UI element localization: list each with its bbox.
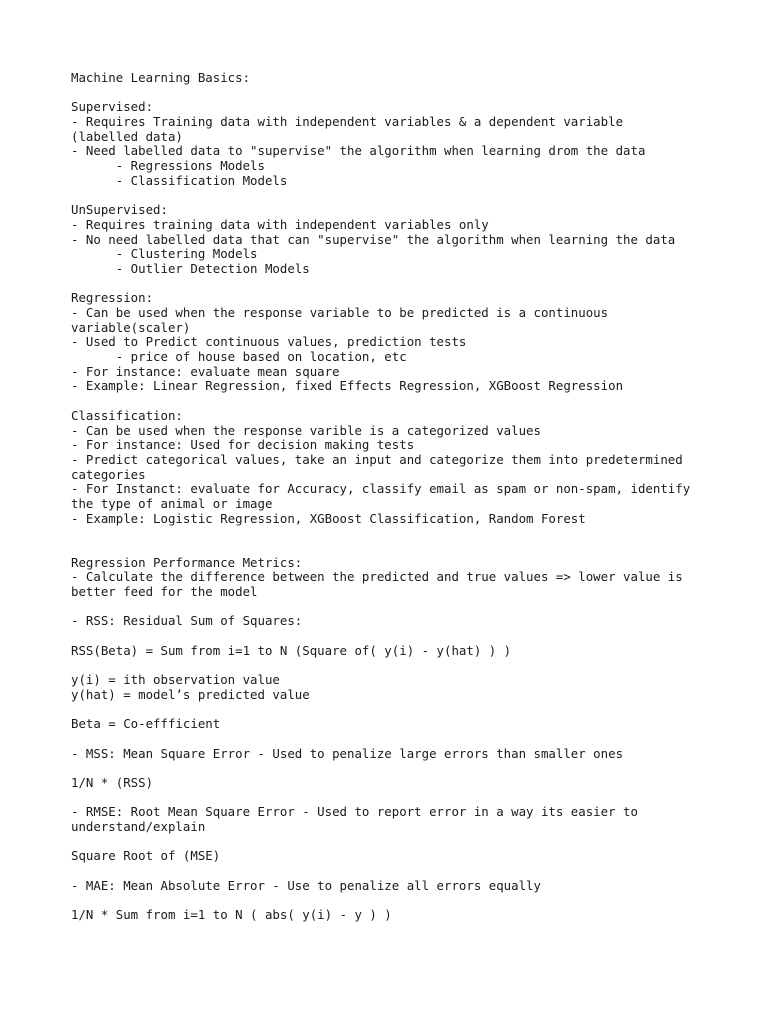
text-line: - Example: Linear Regression, fixed Effects Regression, XGBoost Regression [71,378,624,394]
blank-line [71,732,731,747]
blank-line [71,526,731,541]
text-line: Regression: [71,290,154,306]
text-line: 1/N * Sum from i=1 to N ( abs( y(i) - y ) ) [71,907,392,923]
text-line: - Need labelled data to "supervise" the algorithm when learning drom the data [71,143,646,159]
blank-line [71,703,731,718]
blank-line [71,629,731,644]
text-line: understand/explain [71,819,206,835]
text-line: RSS(Beta) = Sum from i=1 to N (Square of( y(i) - y(hat) ) ) [71,642,512,658]
text-line: - For Instanct: evaluate for Accuracy, classify email as spam or non-spam, identify [71,481,691,497]
text-line: - Can be used when the response varible is a categorized values [71,422,541,438]
text-line: variable(scaler) [71,319,191,335]
text-line: - Example: Logistic Regression, XGBoost Classification, Random Forest [71,510,586,526]
text-line: UnSupervised: [71,202,168,218]
text-line: - RSS: Residual Sum of Squares: [71,613,303,629]
text-line: - Requires training data with independent variables only [71,216,489,232]
text-line: Square Root of (MSE) [71,848,221,864]
blank-line [71,541,731,556]
text-line: - Predict categorical values, take an input and categorize them into predetermined [71,451,683,467]
blank-line [71,277,731,292]
blank-line [71,864,731,879]
text-line: - MSS: Mean Square Error - Used to penalize large errors than smaller ones [71,745,624,761]
blank-line [71,761,731,776]
text-line: Classification: [71,407,183,423]
text-line: Regression Performance Metrics: [71,554,303,570]
text-line: - Used to Predict continuous values, prediction tests [71,334,467,350]
text-line: - No need labelled data that can "supervise" the algorithm when learning the data [71,231,676,247]
text-line: better feed for the model [71,584,258,600]
document-body [71,71,731,923]
text-line: - Clustering Models [71,246,258,262]
blank-line [71,791,731,806]
text-line: - For instance: Used for decision making tests [71,437,415,453]
blank-line [71,189,731,204]
text-line: categories [71,466,146,482]
text-line: - Calculate the difference between the predicted and true values => lower value is [71,569,683,585]
text-line: - Classification Models [71,172,288,188]
text-line: - Outlier Detection Models [71,260,310,276]
text-line: (labelled data) [71,128,183,144]
text-line: y(i) = ith observation value [71,672,280,688]
text-line: - RMSE: Root Mean Square Error - Used to report error in a way its easier to [71,804,638,820]
text-line: y(hat) = model’s predicted value [71,686,310,702]
text-line: Supervised: [71,99,154,115]
text-line: - price of house based on location, etc [71,349,407,365]
text-line: - Requires Training data with independent variables & a dependent variable [71,114,624,130]
blank-line [71,394,731,409]
blank-line [71,894,731,909]
text-line: Beta = Co-effficient [71,716,221,732]
blank-line [71,659,731,674]
text-line: - MAE: Mean Absolute Error - Use to penalize all errors equally [71,877,541,893]
text-line: Machine Learning Basics: [71,70,251,85]
text-line: 1/N * (RSS) [71,775,154,790]
blank-line [71,86,731,101]
text-line: - Regressions Models [71,158,265,174]
text-line: - For instance: evaluate mean square [71,363,340,379]
text-line: the type of animal or image [71,495,273,511]
text-line: - Can be used when the response variable to be predicted is a continuous [71,305,609,320]
blank-line [71,835,731,850]
blank-line [71,600,731,615]
